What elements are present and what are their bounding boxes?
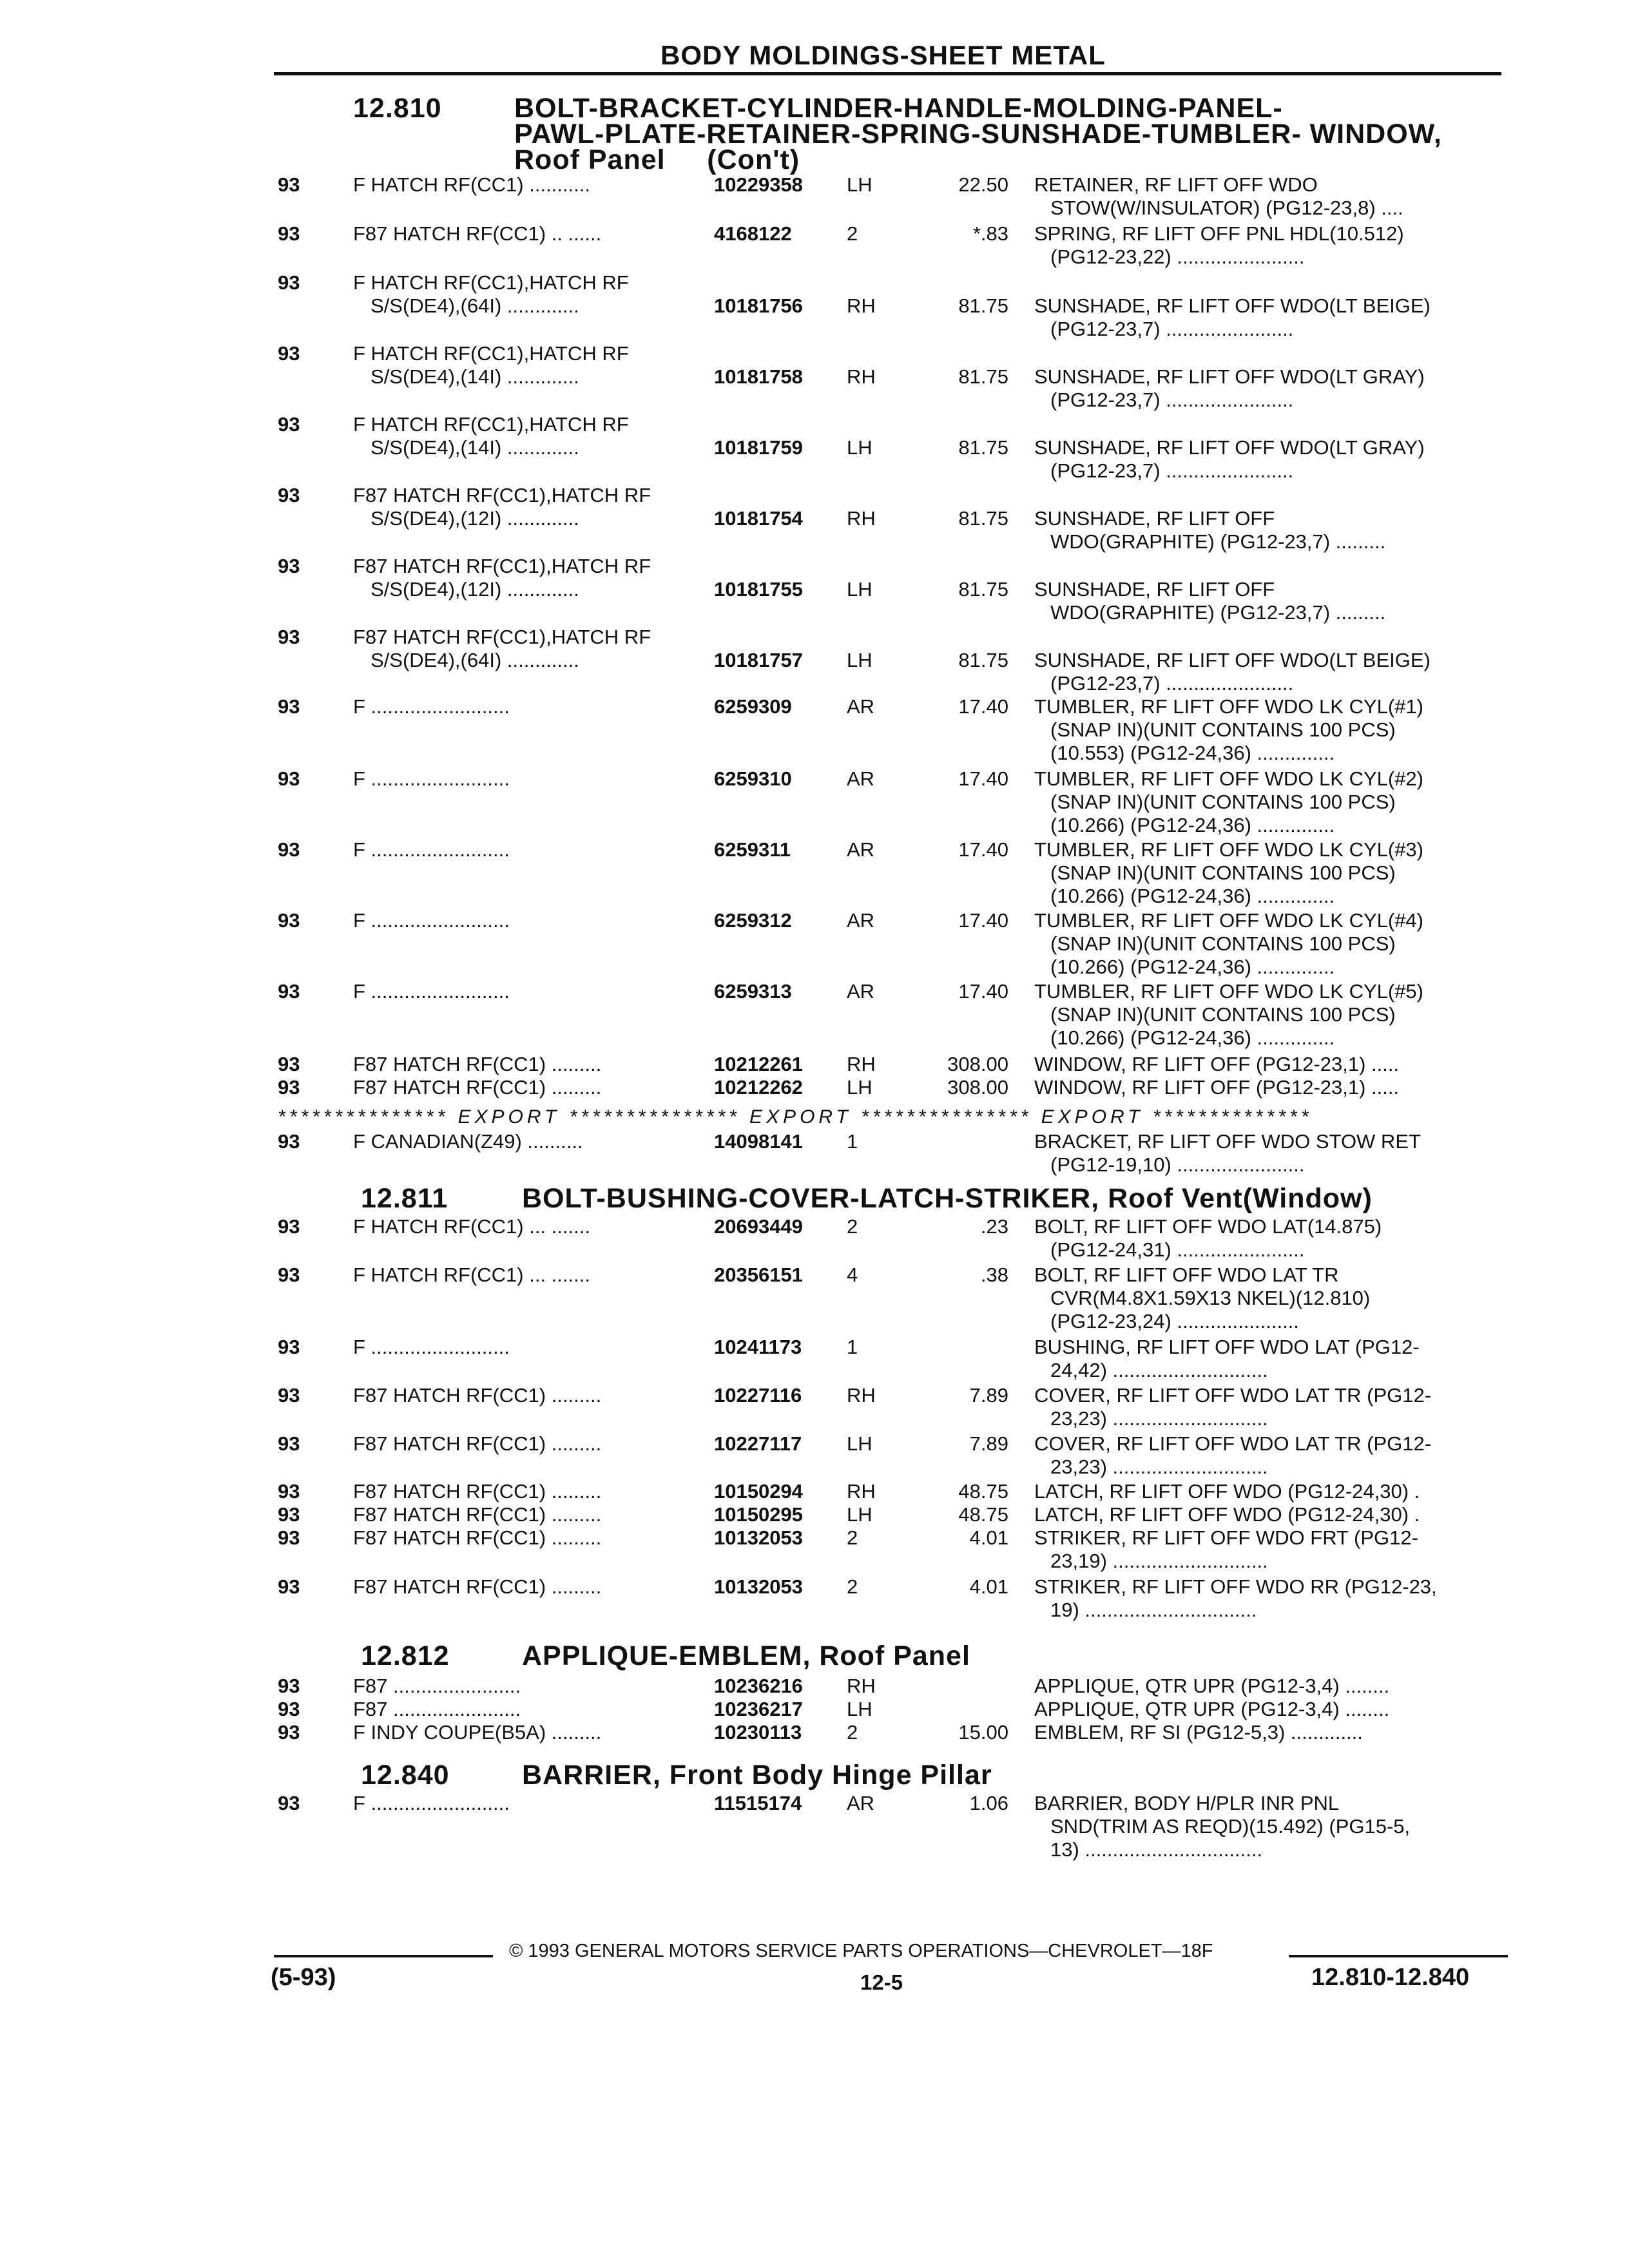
- table-row: [0, 341, 1629, 367]
- table-row-cont: [0, 436, 1629, 461]
- year-code: 93: [278, 1721, 300, 1744]
- description-cont: 23,19) ............................: [1050, 1550, 1268, 1572]
- price: 308.00: [947, 1076, 1008, 1099]
- description-cont: (PG12-24,31) .......................: [1050, 1238, 1305, 1261]
- section-title: BOLT-BUSHING-COVER-LATCH-STRIKER, Roof Vent(Window): [522, 1183, 1373, 1214]
- model-text: F87 HATCH RF(CC1) .........: [353, 1053, 602, 1075]
- table-row-cont: [0, 813, 1629, 839]
- model-text: F .........................: [353, 1792, 510, 1814]
- year-code: 93: [278, 1675, 300, 1697]
- footer-rule-right: [1289, 1955, 1508, 1957]
- table-row: [0, 1526, 1629, 1552]
- table-row-cont: [0, 506, 1629, 532]
- model-text: F87 HATCH RF(CC1) .........: [353, 1526, 602, 1549]
- table-row-cont: [0, 741, 1629, 767]
- description-cont: (PG12-23,7) .......................: [1050, 389, 1294, 411]
- part-number: 6259309: [714, 695, 792, 718]
- quantity: RH: [847, 1384, 876, 1407]
- year-code: 93: [278, 1698, 300, 1720]
- description-cont: (SNAP IN)(UNIT CONTAINS 100 PCS): [1050, 932, 1396, 955]
- quantity: AR: [847, 838, 875, 861]
- description: BARRIER, BODY H/PLR INR PNL: [1034, 1792, 1340, 1814]
- year-code: 93: [278, 767, 300, 790]
- part-number: 10230113: [714, 1721, 802, 1744]
- part-number: 10229358: [714, 173, 803, 196]
- table-row-cont: [0, 1286, 1629, 1312]
- quantity: AR: [847, 980, 875, 1003]
- table-row-cont: [0, 932, 1629, 957]
- part-number: 10181755: [714, 578, 803, 601]
- description-cont: (SNAP IN)(UNIT CONTAINS 100 PCS): [1050, 718, 1396, 741]
- description-cont: (PG12-19,10) .......................: [1050, 1153, 1305, 1176]
- quantity: 4: [847, 1264, 858, 1286]
- description-cont: 24,42) ............................: [1050, 1359, 1268, 1381]
- model-text: F87 HATCH RF(CC1) .........: [353, 1503, 602, 1526]
- quantity: LH: [847, 1076, 872, 1099]
- part-number: 10132053: [714, 1575, 803, 1598]
- quantity: 2: [847, 1526, 858, 1549]
- description: LATCH, RF LIFT OFF WDO (PG12-24,30) .: [1034, 1480, 1420, 1503]
- part-number: 10181757: [714, 649, 803, 671]
- model-text: F INDY COUPE(B5A) .........: [353, 1721, 602, 1744]
- part-number: 10236217: [714, 1698, 803, 1720]
- table-row: [0, 222, 1629, 247]
- description: STRIKER, RF LIFT OFF WDO FRT (PG12-: [1034, 1526, 1418, 1549]
- description: BOLT, RF LIFT OFF WDO LAT TR: [1034, 1264, 1339, 1286]
- table-row: [0, 1479, 1629, 1505]
- year-code: 93: [278, 1215, 300, 1238]
- year-code: 93: [278, 838, 300, 861]
- quantity: LH: [847, 1698, 872, 1720]
- part-number: 20356151: [714, 1264, 803, 1286]
- model-text: F87 HATCH RF(CC1),HATCH RF: [353, 484, 651, 506]
- description-cont: (PG12-23,22) .......................: [1050, 245, 1305, 268]
- table-row-cont: [0, 790, 1629, 816]
- table-row-cont: [0, 388, 1629, 414]
- part-number: 6259311: [714, 838, 791, 861]
- quantity: AR: [847, 909, 875, 932]
- year-code: 93: [278, 1792, 300, 1814]
- part-number: 10181759: [714, 436, 803, 459]
- description-cont: (PG12-23,7) .......................: [1050, 459, 1294, 482]
- quantity: LH: [847, 1432, 872, 1455]
- table-row: [0, 1075, 1629, 1101]
- quantity: AR: [847, 695, 875, 718]
- description: LATCH, RF LIFT OFF WDO (PG12-24,30) .: [1034, 1503, 1420, 1526]
- price: 7.89: [969, 1432, 1008, 1455]
- description-cont: (10.266) (PG12-24,36) ..............: [1050, 956, 1335, 978]
- year-code: 93: [278, 413, 300, 436]
- part-number: 10236216: [714, 1675, 803, 1697]
- model-text: F CANADIAN(Z49) ..........: [353, 1130, 583, 1153]
- part-number: 6259310: [714, 767, 792, 790]
- part-number: 10132053: [714, 1526, 803, 1549]
- quantity: RH: [847, 1480, 876, 1503]
- table-row: [0, 412, 1629, 438]
- table-row-cont: [0, 671, 1629, 697]
- table-row-cont: [0, 1407, 1629, 1432]
- year-code: 93: [278, 484, 300, 506]
- model-text: F HATCH RF(CC1),HATCH RF: [353, 271, 629, 294]
- model-text: F87 HATCH RF(CC1) .........: [353, 1480, 602, 1503]
- year-code: 93: [278, 555, 300, 577]
- table-row-cont: [0, 1026, 1629, 1052]
- part-number: 11515174: [714, 1792, 802, 1814]
- part-number: 10181754: [714, 507, 803, 530]
- table-row-cont: [0, 1455, 1629, 1481]
- description-cont: WDO(GRAPHITE) (PG12-23,7) .........: [1050, 601, 1386, 624]
- year-code: 93: [278, 909, 300, 932]
- quantity: RH: [847, 507, 876, 530]
- page-title: BODY MOLDINGS-SHEET METAL: [660, 40, 1106, 70]
- price: 17.40: [958, 767, 1008, 790]
- footer-date: (5-93): [271, 1964, 336, 1991]
- price: 81.75: [958, 436, 1008, 459]
- year-code: 93: [278, 342, 300, 365]
- part-number: 10227116: [714, 1384, 802, 1407]
- quantity: RH: [847, 1675, 876, 1697]
- description-cont: (SNAP IN)(UNIT CONTAINS 100 PCS): [1050, 1003, 1396, 1026]
- description: APPLIQUE, QTR UPR (PG12-3,4) ........: [1034, 1675, 1390, 1697]
- quantity: 2: [847, 222, 858, 245]
- model-text-cont: S/S(DE4),(64I) .............: [371, 649, 579, 671]
- description-cont: (10.266) (PG12-24,36) ..............: [1050, 1026, 1335, 1049]
- table-row-cont: [0, 884, 1629, 910]
- table-row: [0, 838, 1629, 863]
- year-code: 93: [278, 1053, 300, 1075]
- price: 15.00: [958, 1721, 1008, 1744]
- description-cont: (SNAP IN)(UNIT CONTAINS 100 PCS): [1050, 861, 1396, 884]
- table-row-cont: [0, 196, 1629, 222]
- description-cont: 19) ...............................: [1050, 1599, 1257, 1621]
- year-code: 93: [278, 695, 300, 718]
- description: SUNSHADE, RF LIFT OFF WDO(LT GRAY): [1034, 436, 1425, 459]
- table-row-cont: [0, 530, 1629, 555]
- table-row: [0, 625, 1629, 651]
- year-code: 93: [278, 1336, 300, 1358]
- description: STRIKER, RF LIFT OFF WDO RR (PG12-23,: [1034, 1575, 1437, 1598]
- model-text: F87 HATCH RF(CC1) .........: [353, 1076, 602, 1099]
- table-row: [0, 1263, 1629, 1289]
- price: 81.75: [958, 578, 1008, 601]
- description: SUNSHADE, RF LIFT OFF: [1034, 507, 1275, 530]
- quantity: 2: [847, 1575, 858, 1598]
- model-text-cont: S/S(DE4),(12I) .............: [371, 578, 579, 601]
- price: 22.50: [958, 173, 1008, 196]
- table-row-cont: [0, 317, 1629, 343]
- export-divider: *************** EXPORT *************** EXPORT *************** EXPORT **************: [278, 1106, 1313, 1128]
- table-row: [0, 1503, 1629, 1528]
- footer-page-number: 12-5: [860, 1970, 903, 1994]
- quantity: LH: [847, 578, 872, 601]
- table-row-cont: [0, 1838, 1629, 1863]
- model-text: F87 HATCH RF(CC1),HATCH RF: [353, 555, 651, 577]
- description-cont: (10.553) (PG12-24,36) ..............: [1050, 742, 1335, 764]
- table-row-cont: [0, 1814, 1629, 1840]
- table-row: [0, 1335, 1629, 1361]
- quantity: 1: [847, 1336, 858, 1358]
- description: BUSHING, RF LIFT OFF WDO LAT (PG12-: [1034, 1336, 1420, 1358]
- description: SUNSHADE, RF LIFT OFF WDO(LT BEIGE): [1034, 294, 1431, 317]
- year-code: 93: [278, 1384, 300, 1407]
- price: 4.01: [969, 1575, 1008, 1598]
- description: TUMBLER, RF LIFT OFF WDO LK CYL(#5): [1034, 980, 1424, 1003]
- description: SUNSHADE, RF LIFT OFF: [1034, 578, 1275, 601]
- table-row: [0, 1674, 1629, 1700]
- price: 308.00: [947, 1053, 1008, 1075]
- model-text: F .........................: [353, 767, 510, 790]
- part-number: 10212261: [714, 1053, 803, 1075]
- model-text-cont: S/S(DE4),(64I) .............: [371, 294, 579, 317]
- description-cont: (PG12-23,7) .......................: [1050, 318, 1294, 340]
- part-number: 10181758: [714, 365, 803, 388]
- table-row-cont: [0, 245, 1629, 271]
- description: WINDOW, RF LIFT OFF (PG12-23,1) .....: [1034, 1076, 1400, 1099]
- quantity: RH: [847, 294, 876, 317]
- table-row-cont: [0, 1003, 1629, 1028]
- table-row: [0, 695, 1629, 720]
- model-text: F87 .......................: [353, 1675, 521, 1697]
- section-number: 12.810: [353, 93, 442, 124]
- table-row: [0, 173, 1629, 198]
- section-title: APPLIQUE-EMBLEM, Roof Panel: [522, 1640, 970, 1671]
- table-row: [0, 908, 1629, 934]
- table-row-cont: [0, 294, 1629, 320]
- quantity: RH: [847, 365, 876, 388]
- model-text: F HATCH RF(CC1) ... .......: [353, 1215, 590, 1238]
- model-text: F .........................: [353, 695, 510, 718]
- description: EMBLEM, RF SI (PG12-5,3) .............: [1034, 1721, 1363, 1744]
- part-number: 10227117: [714, 1432, 802, 1455]
- quantity: LH: [847, 649, 872, 671]
- description-cont: (10.266) (PG12-24,36) ..............: [1050, 885, 1335, 907]
- table-row: [0, 1720, 1629, 1746]
- model-text: F87 HATCH RF(CC1) .. ......: [353, 222, 602, 245]
- price: .23: [980, 1215, 1008, 1238]
- model-text: F .........................: [353, 980, 510, 1003]
- quantity: 1: [847, 1130, 858, 1153]
- description-cont: SND(TRIM AS REQD)(15.492) (PG15-5,: [1050, 1815, 1411, 1838]
- year-code: 93: [278, 980, 300, 1003]
- footer-range: 12.810-12.840: [1311, 1964, 1470, 1991]
- table-row-cont: [0, 1238, 1629, 1264]
- table-row-cont: [0, 1549, 1629, 1575]
- table-row: [0, 1791, 1629, 1817]
- table-row-cont: [0, 459, 1629, 485]
- price: 7.89: [969, 1384, 1008, 1407]
- description-cont: 13) ................................: [1050, 1838, 1263, 1861]
- year-code: 93: [278, 1575, 300, 1598]
- description: TUMBLER, RF LIFT OFF WDO LK CYL(#3): [1034, 838, 1424, 861]
- table-row: [0, 554, 1629, 580]
- quantity: RH: [847, 1053, 876, 1075]
- table-row-cont: [0, 861, 1629, 887]
- description: COVER, RF LIFT OFF WDO LAT TR (PG12-: [1034, 1384, 1432, 1407]
- price: 17.40: [958, 695, 1008, 718]
- year-code: 93: [278, 1503, 300, 1526]
- table-row-cont: [0, 1153, 1629, 1178]
- year-code: 93: [278, 1432, 300, 1455]
- price: .38: [980, 1264, 1008, 1286]
- description: BRACKET, RF LIFT OFF WDO STOW RET: [1034, 1130, 1421, 1153]
- part-number: 20693449: [714, 1215, 803, 1238]
- table-row-cont: [0, 577, 1629, 603]
- year-code: 93: [278, 1480, 300, 1503]
- part-number: 10241173: [714, 1336, 802, 1358]
- table-row-cont: [0, 365, 1629, 390]
- table-row: [0, 1575, 1629, 1600]
- section-number: 12.812: [361, 1640, 450, 1671]
- model-text: F HATCH RF(CC1) ... .......: [353, 1264, 590, 1286]
- description: TUMBLER, RF LIFT OFF WDO LK CYL(#4): [1034, 909, 1424, 932]
- model-text: F HATCH RF(CC1),HATCH RF: [353, 413, 629, 436]
- description-cont: 23,23) ............................: [1050, 1407, 1268, 1430]
- description: BOLT, RF LIFT OFF WDO LAT(14.875): [1034, 1215, 1382, 1238]
- quantity: AR: [847, 767, 875, 790]
- price: 48.75: [958, 1503, 1008, 1526]
- part-number: 10181756: [714, 294, 803, 317]
- description: APPLIQUE, QTR UPR (PG12-3,4) ........: [1034, 1698, 1390, 1720]
- table-row-cont: [0, 718, 1629, 744]
- part-number: 14098141: [714, 1130, 803, 1153]
- description-cont: (PG12-23,7) .......................: [1050, 672, 1294, 695]
- description-cont: WDO(GRAPHITE) (PG12-23,7) .........: [1050, 530, 1386, 553]
- section-number: 12.811: [361, 1183, 448, 1214]
- table-row: [0, 1697, 1629, 1723]
- year-code: 93: [278, 1264, 300, 1286]
- part-number: 4168122: [714, 222, 792, 245]
- year-code: 93: [278, 1130, 300, 1153]
- table-row: [0, 271, 1629, 296]
- section-title-block: [514, 95, 1545, 173]
- model-text: F87 HATCH RF(CC1) .........: [353, 1432, 602, 1455]
- year-code: 93: [278, 1076, 300, 1099]
- table-row: [0, 1383, 1629, 1409]
- year-code: 93: [278, 222, 300, 245]
- description-cont: (10.266) (PG12-24,36) ..............: [1050, 814, 1335, 836]
- description: COVER, RF LIFT OFF WDO LAT TR (PG12-: [1034, 1432, 1432, 1455]
- description: SPRING, RF LIFT OFF PNL HDL(10.512): [1034, 222, 1404, 245]
- quantity: LH: [847, 173, 872, 196]
- year-code: 93: [278, 626, 300, 648]
- description-cont: (PG12-23,24) ......................: [1050, 1310, 1299, 1332]
- description: SUNSHADE, RF LIFT OFF WDO(LT BEIGE): [1034, 649, 1431, 671]
- table-row: [0, 1052, 1629, 1078]
- price: 17.40: [958, 909, 1008, 932]
- description: TUMBLER, RF LIFT OFF WDO LK CYL(#1): [1034, 695, 1424, 718]
- section-number: 12.840: [361, 1760, 450, 1791]
- year-code: 93: [278, 1526, 300, 1549]
- price: 1.06: [969, 1792, 1008, 1814]
- part-number: 10212262: [714, 1076, 803, 1099]
- quantity: 2: [847, 1721, 858, 1744]
- model-text-cont: S/S(DE4),(14I) .............: [371, 436, 579, 459]
- price: 17.40: [958, 838, 1008, 861]
- part-number: 6259312: [714, 909, 792, 932]
- table-row: [0, 483, 1629, 509]
- table-row: [0, 1215, 1629, 1240]
- model-text: F87 HATCH RF(CC1) .........: [353, 1575, 602, 1598]
- model-text-cont: S/S(DE4),(14I) .............: [371, 365, 579, 388]
- description: RETAINER, RF LIFT OFF WDO: [1034, 173, 1318, 196]
- part-number: 10150295: [714, 1503, 803, 1526]
- part-number: 10150294: [714, 1480, 803, 1503]
- section-subtitle: Roof Panel (Con't): [514, 144, 800, 175]
- table-row-cont: [0, 648, 1629, 674]
- description: WINDOW, RF LIFT OFF (PG12-23,1) .....: [1034, 1053, 1400, 1075]
- model-text-cont: S/S(DE4),(12I) .............: [371, 507, 579, 530]
- part-number: 6259313: [714, 980, 792, 1003]
- model-text: F87 .......................: [353, 1698, 521, 1720]
- table-row-cont: [0, 601, 1629, 626]
- year-code: 93: [278, 271, 300, 294]
- model-text: F .........................: [353, 909, 510, 932]
- model-text: F87 HATCH RF(CC1),HATCH RF: [353, 626, 651, 648]
- model-text: F87 HATCH RF(CC1) .........: [353, 1384, 602, 1407]
- model-text: F HATCH RF(CC1) ...........: [353, 173, 590, 196]
- description-cont: (SNAP IN)(UNIT CONTAINS 100 PCS): [1050, 791, 1396, 813]
- price: *.83: [972, 222, 1008, 245]
- quantity: AR: [847, 1792, 875, 1814]
- model-text: F HATCH RF(CC1),HATCH RF: [353, 342, 629, 365]
- section-title: BARRIER, Front Body Hinge Pillar: [522, 1760, 992, 1791]
- quantity: 2: [847, 1215, 858, 1238]
- model-text: F .........................: [353, 838, 510, 861]
- description-cont: CVR(M4.8X1.59X13 NKEL)(12.810): [1050, 1287, 1371, 1309]
- description: SUNSHADE, RF LIFT OFF WDO(LT GRAY): [1034, 365, 1425, 388]
- table-row: [0, 979, 1629, 1005]
- description: TUMBLER, RF LIFT OFF WDO LK CYL(#2): [1034, 767, 1424, 790]
- footer-copyright: © 1993 GENERAL MOTORS SERVICE PARTS OPERATIONS—CHEVROLET—18F: [509, 1941, 1213, 1961]
- price: 48.75: [958, 1480, 1008, 1503]
- table-row-cont: [0, 1358, 1629, 1384]
- table-row-cont: [0, 955, 1629, 981]
- price: 81.75: [958, 649, 1008, 671]
- section-title-line: PAWL-PLATE-RETAINER-SPRING-SUNSHADE-TUMBLER- WINDOW,: [514, 119, 1442, 149]
- table-row: [0, 1432, 1629, 1457]
- description-cont: STOW(W/INSULATOR) (PG12-23,8) ....: [1050, 197, 1403, 219]
- price: 81.75: [958, 294, 1008, 317]
- section-title-line: BOLT-BRACKET-CYLINDER-HANDLE-MOLDING-PANEL-: [514, 93, 1283, 124]
- footer-rule-left: [274, 1955, 493, 1957]
- table-row-cont: [0, 1309, 1629, 1335]
- price: 17.40: [958, 980, 1008, 1003]
- price: 81.75: [958, 507, 1008, 530]
- table-row: [0, 1129, 1629, 1155]
- year-code: 93: [278, 173, 300, 196]
- description-cont: 23,23) ............................: [1050, 1456, 1268, 1478]
- price: 4.01: [969, 1526, 1008, 1549]
- table-row-cont: [0, 1598, 1629, 1624]
- model-text: F .........................: [353, 1336, 510, 1358]
- price: 81.75: [958, 365, 1008, 388]
- table-row: [0, 767, 1629, 793]
- quantity: LH: [847, 1503, 872, 1526]
- quantity: LH: [847, 436, 872, 459]
- page-header: [274, 40, 1501, 75]
